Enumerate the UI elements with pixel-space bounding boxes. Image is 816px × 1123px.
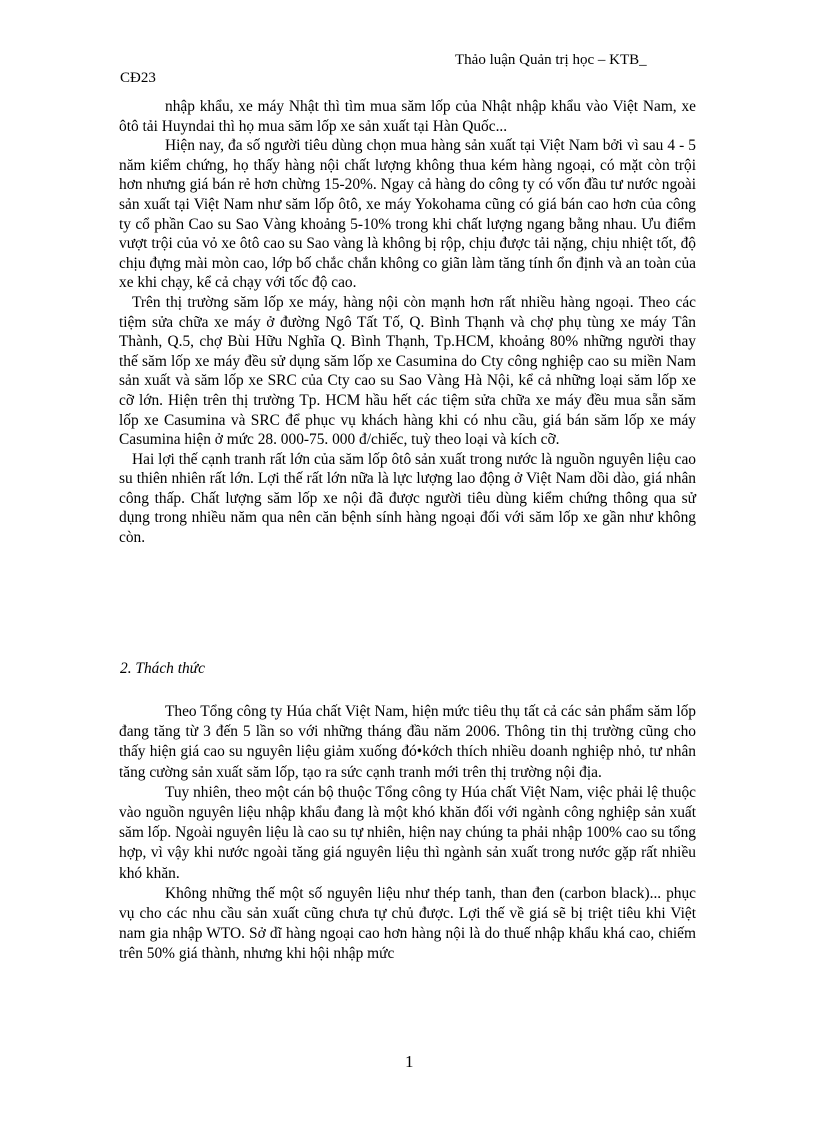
paragraph: Không những thế một số nguyên liệu như thép tanh, than đen (carbon black)... phục vụ cho các nhu cầu sản xuất cũng chưa tự chủ được. Lợi thế về giá sẽ bị triệt tiêu khi Việt nam gia nhập WTO. Sở dĩ hàng ngoại cao hơn hàng nội là do thuế nhập khẩu khá cao, chiếm trên 50% giá thành, nhưng khi hội nhập mức <box>119 884 696 963</box>
paragraph: Theo Tổng công ty Húa chất Việt Nam, hiện mức tiêu thụ tất cả các sản phẩm săm lốp đang tăng từ 3 đến 5 lần so với những tháng đầu năm 2006. Thông tin thị trường cũng cho thấy hiện giá cao su nguyên liệu giảm xuống đó•kớch thích nhiều doanh nghiệp nhỏ, tư nhân tăng cường sản xuất săm lốp, tạo ra sức cạnh tranh mới trên thị trường nội địa. <box>119 703 696 781</box>
paragraph: Hiện nay, đa số người tiêu dùng chọn mua hàng sản xuất tại Việt Nam bởi vì sau 4 - 5 năm kiểm chứng, họ thấy hàng nội chất lượng không thua kém hàng ngoại, có mặt còn trội hơn nhưng giá bán rẻ hơn chừng 15-20%. Ngay cả hàng do công ty có vốn đầu tư nước ngoài sản xuất tại Việt Nam như săm lốp ôtô, xe máy Yokohama cũng có giá bán cao hơn của công ty cổ phần Cao su Sao Vàng khoảng 5-10% trong khi chất lượng ngang bằng nhau. Ưu điểm vượt trội của vỏ xe ôtô cao su Sao vàng là không bị rộp, chịu được tải nặng, chịu nhiệt tốt, độ chịu đựng mài mòn cao, lớp bố chắc chắn không co giãn làm tăng tính ổn định và an toàn của xe khi chạy, kể cả chạy với tốc độ cao. <box>119 137 696 292</box>
body-text-section-2 <box>119 702 696 965</box>
paragraph: Hai lợi thế cạnh tranh rất lớn của săm lốp ôtô sản xuất trong nước là nguồn nguyên liệu cao su thiên nhiên rất lớn. Lợi thế rất lớn nữa là lực lượng lao động ở Việt Nam dồi dào, giá nhân công thấp. Chất lượng săm lốp xe nội đã được người tiêu dùng kiểm chứng thông qua sử dụng trong nhiều năm qua nên căn bệnh sính hàng ngoại đối với săm lốp xe gần như không còn. <box>119 450 696 547</box>
body-text-section-1 <box>119 97 696 548</box>
header-title: Thảo luận Quản trị học – KTB_ <box>455 52 647 68</box>
page-number: 1 <box>405 1052 414 1071</box>
section-heading: 2. Thách thức <box>120 660 205 677</box>
paragraph: Trên thị trường săm lốp xe máy, hàng nội còn mạnh hơn rất nhiều hàng ngoại. Theo các tiệm sửa chữa xe máy ở đường Ngô Tất Tố, Q. Bình Thạnh và chợ phụ tùng xe máy Tân Thành, Q.5, chợ Bùi Hữu Nghĩa Q. Bình Thạnh, Tp.HCM, khoảng 80% những người thay thế săm lốp xe máy đều sử dụng săm lốp xe Casumina do Cty công nghiệp cao su miền Nam sản xuất và săm lốp xe SRC của Cty cao su Sao Vàng Hà Nội, kể cả những loại săm lốp xe cỡ lớn. Hiện trên thị trường Tp. HCM hầu hết các tiệm sửa chữa xe máy đều mua sẵn săm lốp xe Casumina và SRC để phục vụ khách hàng khi có nhu cầu, giá bán săm lốp xe máy Casumina hiện ở mức 28. 000-75. 000 đ/chiếc, tuỳ theo loại và kích cỡ. <box>119 293 696 449</box>
paragraph: nhập khẩu, xe máy Nhật thì tìm mua săm lốp của Nhật nhập khẩu vào Việt Nam, xe ôtô tải Huyndai thì họ mua săm lốp xe sản xuất tại Hàn Quốc... <box>119 98 696 135</box>
header-class-code: CĐ23 <box>120 70 156 86</box>
paragraph: Tuy nhiên, theo một cán bộ thuộc Tổng công ty Húa chất Việt Nam, việc phải lệ thuộc vào nguồn nguyên liệu nhập khẩu đang là một khó khăn đối với ngành công nghiệp sản xuất săm lốp. Ngoài nguyên liệu là cao su tự nhiên, hiện nay chúng ta phải nhập 100% cao su tổng hợp, vì vậy khi nước ngoài tăng giá nguyên liệu thì ngành sản xuất trong nước gặp rất nhiều khó khăn. <box>119 783 696 882</box>
